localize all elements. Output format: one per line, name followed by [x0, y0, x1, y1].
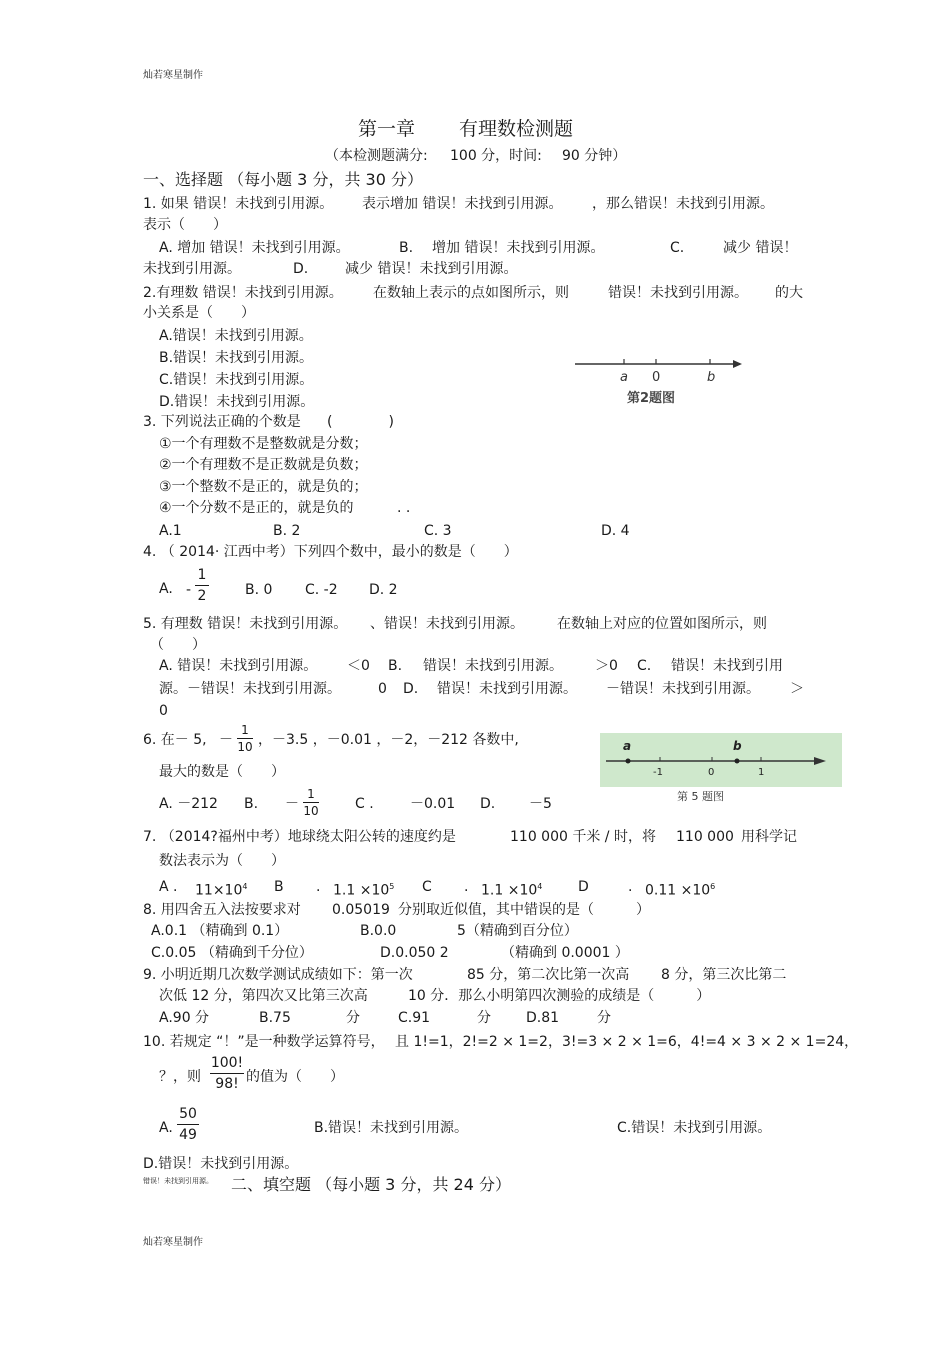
q2-label-0: 0	[652, 370, 661, 385]
q5-option-d-rel: ＞	[790, 681, 804, 697]
q5-option-c-text: 错误！未找到引用	[671, 658, 783, 674]
q5-option-b-text: 错误！未找到引用源。	[423, 658, 563, 674]
q5-option-b-label: B.	[388, 658, 403, 674]
q9-option-b: B.75	[259, 1010, 291, 1026]
q6-line1-b: ，－3.5 ，－0.01 ，－2，－212 各数中,	[258, 732, 519, 748]
q7-line1-c: 110 000	[676, 829, 734, 845]
q6-option-c-value: －0.01	[410, 796, 456, 812]
q7-option-d-base: 0.11 ×10	[645, 882, 711, 899]
q3-option-d: D. 4	[601, 523, 630, 539]
q7-option-d-sep: .	[628, 879, 633, 895]
q5-label-1: 1	[758, 767, 765, 778]
q1-option-c-label: C.	[670, 240, 685, 256]
q8-option-b: B.0.0	[360, 923, 397, 939]
q5-label-0: 0	[708, 767, 715, 778]
q5-option-c-rel: 0	[378, 681, 387, 697]
q10-line2-suffix: 的值为（ ）	[246, 1069, 344, 1085]
q3-statement-4: ④一个分数不是正的，就是负的	[159, 500, 354, 516]
q10-line2-prefix: ？，则	[159, 1069, 201, 1085]
q9-line1-a: 9. 小明近期几次数学测试成绩如下：第一次	[143, 967, 413, 983]
q6-fraction-denominator: 10	[237, 740, 253, 754]
page-footer: 灿若寒星制作	[143, 1237, 203, 1248]
q3-statement-1: ①一个有理数不是整数就是分数；	[159, 436, 368, 452]
q2-figure-caption: 第2题图	[627, 391, 676, 406]
q6-option-b-denominator: 10	[303, 804, 319, 818]
q2-line1-d: 的大	[775, 285, 803, 301]
q6-fraction	[237, 723, 253, 754]
q8-option-d-cont: （精确到 0.0001 ）	[501, 945, 629, 961]
q10-fraction	[210, 1054, 244, 1093]
q5-label-neg1: -1	[653, 767, 663, 778]
q10-option-d: D.错误！未找到引用源。	[143, 1156, 299, 1172]
section-2-heading: 二、填空题 （每小题 3 分，共 24 分）	[231, 1175, 511, 1194]
q6-fraction-numerator: 1	[241, 723, 249, 737]
q10-option-c: C.错误！未找到引用源。	[617, 1120, 772, 1136]
q4-fraction-denominator: 2	[197, 588, 207, 604]
q9-option-c: C.91	[398, 1010, 431, 1026]
q9-option-d: D.81	[526, 1010, 560, 1026]
q7-option-a-exp: 4	[242, 882, 248, 891]
q7-option-b-value	[333, 878, 394, 900]
q6-option-c-label: C .	[355, 796, 374, 812]
q6-option-b-sign: －	[285, 796, 299, 812]
q1-option-b-text: 增加 错误！未找到引用源。	[432, 240, 605, 256]
q3-stem-paren: ( )	[327, 414, 394, 430]
q7-option-d-exp: 6	[710, 882, 716, 891]
q5-line1-a: 5. 有理数 错误！未找到引用源。	[143, 616, 348, 632]
q10-fraction-denominator: 98!	[215, 1076, 239, 1092]
q2-number-line-figure	[570, 350, 750, 410]
page-header: 灿若寒星制作	[143, 70, 203, 81]
q6-option-d-label: D.	[480, 796, 496, 812]
q4-option-a-label: A.	[159, 581, 173, 597]
q1-option-b-label: B.	[399, 240, 414, 256]
q6-option-b-bar	[303, 802, 319, 803]
q10-option-a-bar	[177, 1124, 199, 1125]
q5-number-line-figure	[600, 733, 842, 805]
q2-line2: 小关系是（ ）	[143, 305, 255, 321]
q10-line1-a: 10. 若规定 “！”是一种数学运算符号，	[143, 1034, 385, 1050]
q9-line1-b: 85 分，第二次比第一次高	[467, 967, 630, 983]
q8-option-a: A.0.1 （精确到 0.1）	[151, 923, 289, 939]
q5-point-a	[626, 759, 631, 764]
q1-option-d-text: 减少 错误！未找到引用源。	[345, 261, 518, 277]
q2-label-b: b	[707, 370, 716, 385]
q9-option-c-unit: 分	[477, 1010, 491, 1026]
q6-option-b-fraction	[303, 787, 319, 818]
q6-line2: 最大的数是（ ）	[159, 764, 285, 780]
q2-line1-c: 错误！未找到引用源。	[608, 285, 748, 301]
q9-option-a: A.90 分	[159, 1010, 210, 1026]
q4-option-a-fraction	[195, 566, 209, 605]
q3-dots: . .	[397, 500, 411, 516]
q4-stem: 4. （ 2014· 江西中考）下列四个数中，最小的数是（ ）	[143, 544, 518, 560]
q6-option-b-numerator: 1	[307, 787, 315, 801]
q7-line1-b: 110 000 千米 / 时，将	[510, 829, 656, 845]
tiny-error-note: 错误！未找到引用源。	[143, 1177, 213, 1185]
q5-label-b: b	[733, 739, 742, 753]
q5-option-d-text: 错误！未找到引用源。	[437, 681, 577, 697]
q7-option-d-label: D	[578, 879, 589, 895]
q5-option-b-rel: ＞0	[595, 658, 618, 674]
q7-line1-d: 用科学记	[741, 829, 797, 845]
q6-fraction-bar	[237, 738, 253, 739]
q2-line1-b: 在数轴上表示的点如图所示，则	[373, 285, 569, 301]
q9-line2-b: 10 分．那么小明第四次测验的成绩是（ ）	[408, 988, 711, 1004]
q5-option-a: A. 错误！未找到引用源。	[159, 658, 318, 674]
q10-option-b: B.错误！未找到引用源。	[314, 1120, 469, 1136]
q7-option-d-value	[645, 878, 715, 900]
q3-option-a: A.1	[159, 523, 182, 539]
q6-option-b-label: B.	[244, 796, 259, 812]
q2-option-b: B.错误！未找到引用源。	[159, 350, 314, 366]
q9-option-d-unit: 分	[597, 1010, 611, 1026]
q4-option-d: D. 2	[369, 582, 398, 598]
q1-option-d-label: D.	[293, 261, 309, 277]
q3-stem: 3. 下列说法正确的个数是	[143, 414, 301, 430]
q7-option-a-base: 11×10	[195, 882, 243, 899]
q2-option-d: D.错误！未找到引用源。	[159, 394, 315, 410]
chapter-label: 第一章	[358, 118, 416, 140]
q4-option-b: B. 0	[245, 582, 273, 598]
q5-label-a: a	[623, 739, 632, 753]
q3-option-b: B. 2	[273, 523, 301, 539]
q5-option-c-cont: 源。－错误！未找到引用源。	[159, 681, 341, 697]
q1-line1-a: 1. 如果 错误！未找到引用源。	[143, 196, 334, 212]
section-1-heading: 一、选择题 （每小题 3 分，共 30 分）	[143, 170, 423, 189]
q8-line1-c: 分别取近似值，其中错误的是（ ）	[398, 902, 650, 918]
q7-option-c-base: 1.1 ×10	[481, 882, 538, 899]
q5-option-a-rel: ＜0	[347, 658, 370, 674]
q4-fraction-numerator: 1	[197, 567, 207, 583]
q1-line1-b: 表示增加 错误！未找到引用源。	[362, 196, 563, 212]
q4-fraction-bar	[195, 585, 209, 586]
q6-option-a: A. －212	[159, 796, 218, 812]
q7-option-b-base: 1.1 ×10	[333, 882, 390, 899]
q7-option-a-label: A .	[159, 879, 178, 895]
q4-option-c: C. -2	[305, 582, 338, 598]
q10-fraction-bar	[210, 1073, 244, 1074]
q5-line2: （ ）	[150, 637, 206, 653]
q1-line1-c: ，那么错误！未找到引用源。	[592, 196, 774, 212]
q8-option-d: D.0.050 2	[380, 945, 449, 961]
subtitle-part1: （本检测题满分:	[325, 148, 428, 164]
q5-option-d-text2: －错误！未找到引用源。	[606, 681, 760, 697]
q3-statement-3: ③一个整数不是正的，就是负的；	[159, 479, 368, 495]
q1-line2: 表示（ ）	[143, 217, 227, 233]
q5-line1-c: 在数轴上对应的位置如图所示，则	[557, 616, 767, 632]
q8-line1-b: 0.05019	[332, 902, 390, 918]
q3-statement-2: ②一个有理数不是正数就是负数；	[159, 457, 368, 473]
q10-option-a-label: A.	[159, 1120, 173, 1136]
q2-label-a: a	[620, 370, 628, 385]
q7-option-c-exp: 4	[537, 882, 543, 891]
q6-option-d-value: －5	[529, 796, 552, 812]
q5-figure-caption: 第 5 题图	[677, 790, 724, 803]
q2-option-a: A.错误！未找到引用源。	[159, 328, 313, 344]
q1-option-c-text-cont: 未找到引用源。	[143, 261, 241, 277]
q2-option-c: C.错误！未找到引用源。	[159, 372, 314, 388]
q5-option-d-value: 0	[159, 703, 168, 719]
subtitle-part2: 100 分，时间:	[450, 148, 542, 164]
q10-option-a-fraction	[177, 1105, 199, 1144]
q8-line1-a: 8. 用四舍五入法按要求对	[143, 902, 301, 918]
test-title: 有理数检测题	[459, 118, 574, 140]
q6-line1-sign: －	[219, 732, 233, 748]
q5-option-d-label: D.	[403, 681, 419, 697]
q7-option-c-label: C	[422, 879, 432, 895]
q7-line2: 数法表示为（ ）	[159, 853, 285, 869]
q5-line1-b: 、错误！未找到引用源。	[370, 616, 524, 632]
q3-option-c: C. 3	[424, 523, 452, 539]
q7-option-b-exp: 5	[389, 882, 395, 891]
q10-option-a-denominator: 49	[179, 1127, 197, 1143]
q10-option-a-numerator: 50	[179, 1106, 197, 1122]
q7-option-a-value	[195, 878, 247, 900]
q5-point-b	[735, 759, 740, 764]
q8-option-b-cont: 5（精确到百分位）	[457, 923, 578, 939]
q10-fraction-numerator: 100!	[210, 1055, 244, 1071]
q5-figure-background	[600, 733, 842, 787]
q5-option-c-label: C.	[637, 658, 652, 674]
subtitle-part3: 90 分钟）	[562, 148, 627, 164]
q9-line1-c: 8 分，第三次比第二	[661, 967, 787, 983]
q7-option-b-sep: .	[316, 879, 321, 895]
q7-option-b-label: B	[274, 879, 284, 895]
q1-option-a: A. 增加 错误！未找到引用源。	[159, 240, 350, 256]
q7-option-c-sep: .	[464, 879, 469, 895]
q1-option-c-text: 减少 错误！	[723, 240, 798, 256]
q9-line2-a: 次低 12 分，第四次又比第三次高	[159, 988, 368, 1004]
q2-axis-arrow	[733, 360, 742, 368]
q2-line1-a: 2.有理数 错误！未找到引用源。	[143, 285, 343, 301]
q10-line1-b: 且 1!=1，2!=2 × 1=2，3!=3 × 2 × 1=6，4!=4 × 3 × 2 × 1=24，	[395, 1034, 859, 1050]
q6-line1-a: 6. 在－ 5,	[143, 732, 207, 748]
q4-option-a-sign: -	[186, 582, 192, 598]
q9-option-b-unit: 分	[346, 1010, 360, 1026]
q7-option-c-value	[481, 878, 542, 900]
q7-line1-a: 7. （2014?福州中考）地球绕太阳公转的速度约是	[143, 829, 456, 845]
q8-option-c: C.0.05 （精确到千分位）	[151, 945, 313, 961]
